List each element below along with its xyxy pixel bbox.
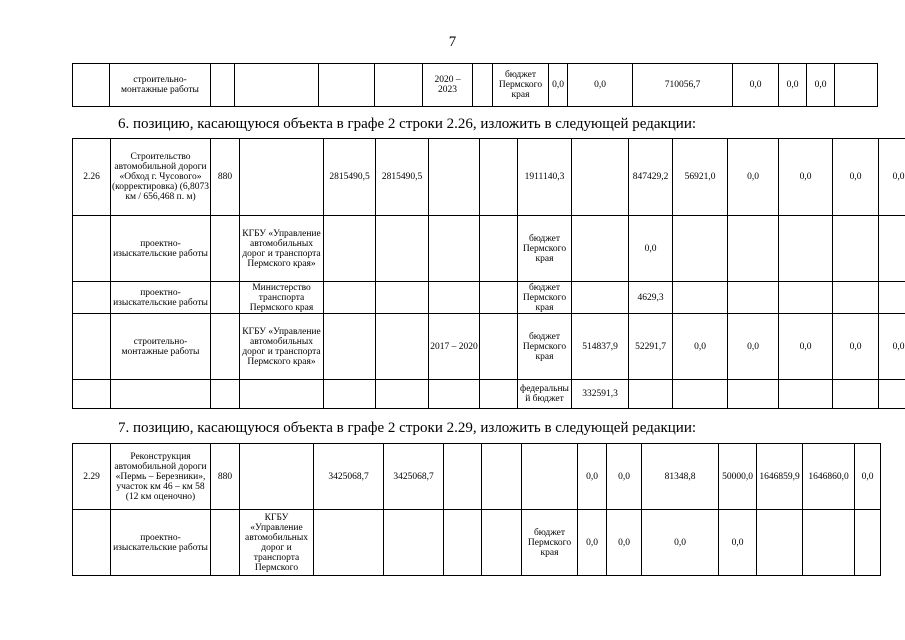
value-cell: 0,0 — [855, 444, 881, 510]
customer-cell: КГБУ «Управление автомобильных дорог и транспорта Пермского — [240, 510, 314, 576]
value-cell: 1646860,0 — [803, 444, 855, 510]
value-cell: 0,0 — [779, 314, 833, 380]
value-cell: 0,0 — [879, 139, 905, 216]
table-row-2-26 — [72, 138, 905, 409]
table-row — [73, 510, 881, 576]
value-cell: 81348,8 — [642, 444, 719, 510]
table-row — [73, 314, 905, 380]
value-cell: 0,0 — [833, 314, 879, 380]
row-number: 2.29 — [73, 444, 111, 510]
period-cell: 2017 – 2020 — [429, 314, 480, 380]
customer-cell: КГБУ «Управление автомобильных дорог и транспорта Пермского края» — [240, 216, 324, 282]
value-cell: 0,0 — [807, 64, 835, 107]
object-name: Строительство автомобильной дороги «Обход г. Чусового» (корректировка) (6,8073 км / 656,468 п. м) — [111, 139, 211, 216]
funding-source-cell: бюджет Пермского края — [493, 64, 549, 107]
table-row — [73, 64, 878, 107]
table-row-2-29 — [72, 443, 881, 576]
code-cell: 880 — [211, 139, 240, 216]
work-type-cell: проектно-изыскательские работы — [111, 510, 211, 576]
table-row — [73, 216, 905, 282]
table-row — [73, 380, 905, 409]
object-name: Реконструкция автомобильной дороги «Пермь – Березники», участок км 46 – км 58 (12 км оценочно) — [111, 444, 211, 510]
value-cell: 514837,9 — [572, 314, 629, 380]
table-row — [73, 282, 905, 314]
section-heading-7: 7. позицию, касающуюся объекта в графе 2 строки 2.29, изложить в следующей редакции: — [118, 420, 697, 436]
value-cell: 0,0 — [728, 139, 779, 216]
funding-source-cell: бюджет Пермского края — [518, 282, 572, 314]
table-top-continuation — [72, 63, 878, 107]
code-cell: 880 — [211, 444, 240, 510]
value-cell: 2815490,5 — [376, 139, 429, 216]
customer-cell: Министерство транспорта Пермского края — [240, 282, 324, 314]
value-cell: 56921,0 — [673, 139, 728, 216]
work-type-cell: проектно-изыскательские работы — [111, 216, 211, 282]
value-cell: 1646859,9 — [757, 444, 803, 510]
value-cell: 0,0 — [607, 444, 642, 510]
value-cell: 0,0 — [629, 216, 673, 282]
funding-source-cell: бюджет Пермского края — [518, 216, 572, 282]
work-type-cell: строительно-монтажные работы — [111, 314, 211, 380]
value-cell: 4629,3 — [629, 282, 673, 314]
row-number: 2.26 — [73, 139, 111, 216]
work-type-cell: проектно-изыскательские работы — [111, 282, 211, 314]
value-cell: 847429,2 — [629, 139, 673, 216]
table-row — [73, 139, 905, 216]
value-cell: 0,0 — [642, 510, 719, 576]
value-cell: 0,0 — [568, 64, 633, 107]
value-cell: 0,0 — [578, 510, 607, 576]
table-row — [73, 444, 881, 510]
value-cell: 0,0 — [779, 139, 833, 216]
value-cell: 3425068,7 — [314, 444, 384, 510]
funding-source-cell: бюджет Пермского края — [522, 510, 578, 576]
value-cell: 50000,0 — [719, 444, 757, 510]
section-heading-6: 6. позицию, касающуюся объекта в графе 2 строки 2.26, изложить в следующей редакции: — [118, 116, 697, 132]
value-cell: 0,0 — [833, 139, 879, 216]
customer-cell: КГБУ «Управление автомобильных дорог и транспорта Пермского края» — [240, 314, 324, 380]
value-cell: 2815490,5 — [324, 139, 376, 216]
value-cell: 0,0 — [733, 64, 779, 107]
value-cell: 0,0 — [673, 314, 728, 380]
value-cell: 0,0 — [578, 444, 607, 510]
value-cell: 0,0 — [607, 510, 642, 576]
value-cell: 52291,7 — [629, 314, 673, 380]
period-cell: 2020 – 2023 — [423, 64, 473, 107]
value-cell: 1911140,3 — [518, 139, 572, 216]
funding-source-cell: бюджет Пермского края — [518, 314, 572, 380]
value-cell: 710056,7 — [633, 64, 733, 107]
value-cell: 0,0 — [879, 314, 905, 380]
value-cell: 0,0 — [728, 314, 779, 380]
value-cell: 3425068,7 — [384, 444, 444, 510]
value-cell: 0,0 — [779, 64, 807, 107]
value-cell: 332591,3 — [572, 380, 629, 409]
funding-source-cell: федеральный бюджет — [518, 380, 572, 409]
value-cell: 0,0 — [719, 510, 757, 576]
page-number: 7 — [448, 34, 457, 50]
value-cell: 0,0 — [549, 64, 568, 107]
work-type-cell: строительно-монтажные работы — [110, 64, 211, 107]
